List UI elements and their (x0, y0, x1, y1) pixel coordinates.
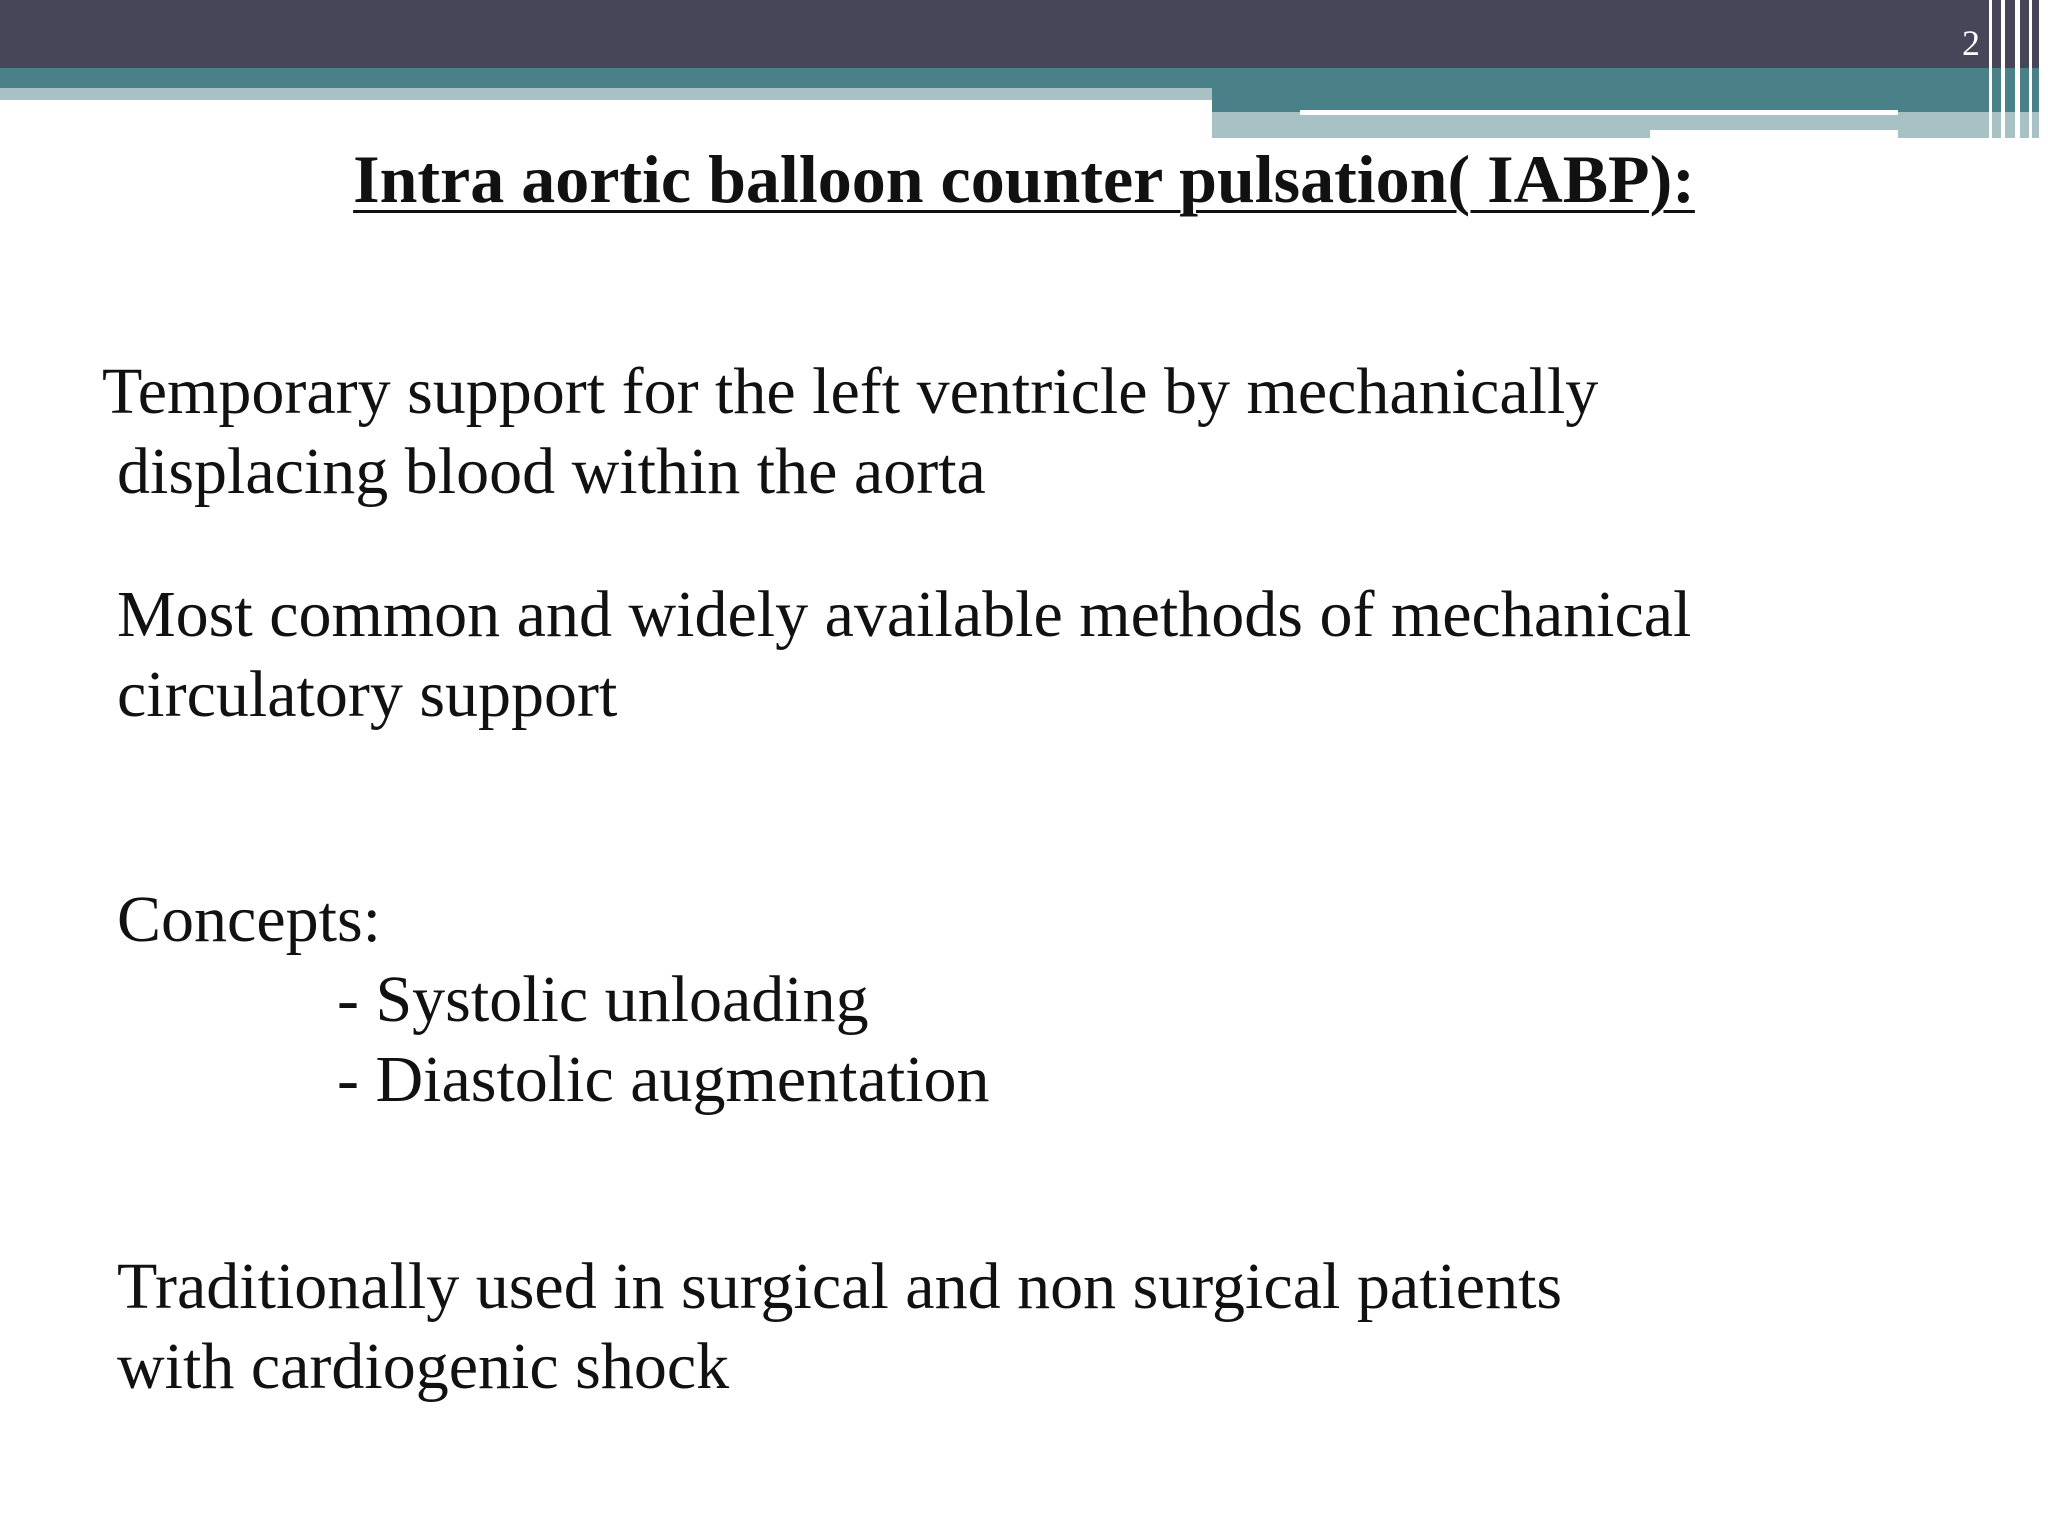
paragraph-traditionally-used (117, 1247, 1562, 1407)
concepts-heading: Concepts: (117, 883, 381, 956)
header-dark-band (0, 0, 2048, 68)
header-light-band-right (1212, 112, 2048, 138)
slide-title: Intra aortic balloon counter pulsation( IABP): (353, 141, 1695, 217)
concept-item: - Diastolic augmentation (337, 1043, 990, 1116)
paragraph-line: displacing blood within the aorta (117, 435, 986, 508)
header-white-strip-short (1650, 130, 1898, 138)
paragraph-line: with cardiogenic shock (117, 1330, 730, 1403)
header-light-band-left (0, 88, 1212, 100)
paragraph-line: circulatory support (117, 658, 618, 731)
edge-stripes (1985, 0, 2048, 140)
concepts-block (117, 880, 990, 1120)
paragraph-line: Temporary support for the left ventricle by mechanically (102, 355, 1599, 428)
header-teal-band-right (1212, 88, 2048, 112)
paragraph-line: Traditionally used in surgical and non surgical patients (117, 1250, 1563, 1323)
paragraph-temporary-support (102, 352, 1598, 512)
concept-item: - Systolic unloading (337, 963, 869, 1036)
header-white-strip (1300, 110, 1898, 115)
paragraph-line: Most common and widely available methods of mechanical (117, 578, 1692, 651)
header-teal-band (0, 68, 2048, 88)
paragraph-most-common (117, 575, 1691, 735)
slide-number: 2 (1962, 23, 1980, 63)
